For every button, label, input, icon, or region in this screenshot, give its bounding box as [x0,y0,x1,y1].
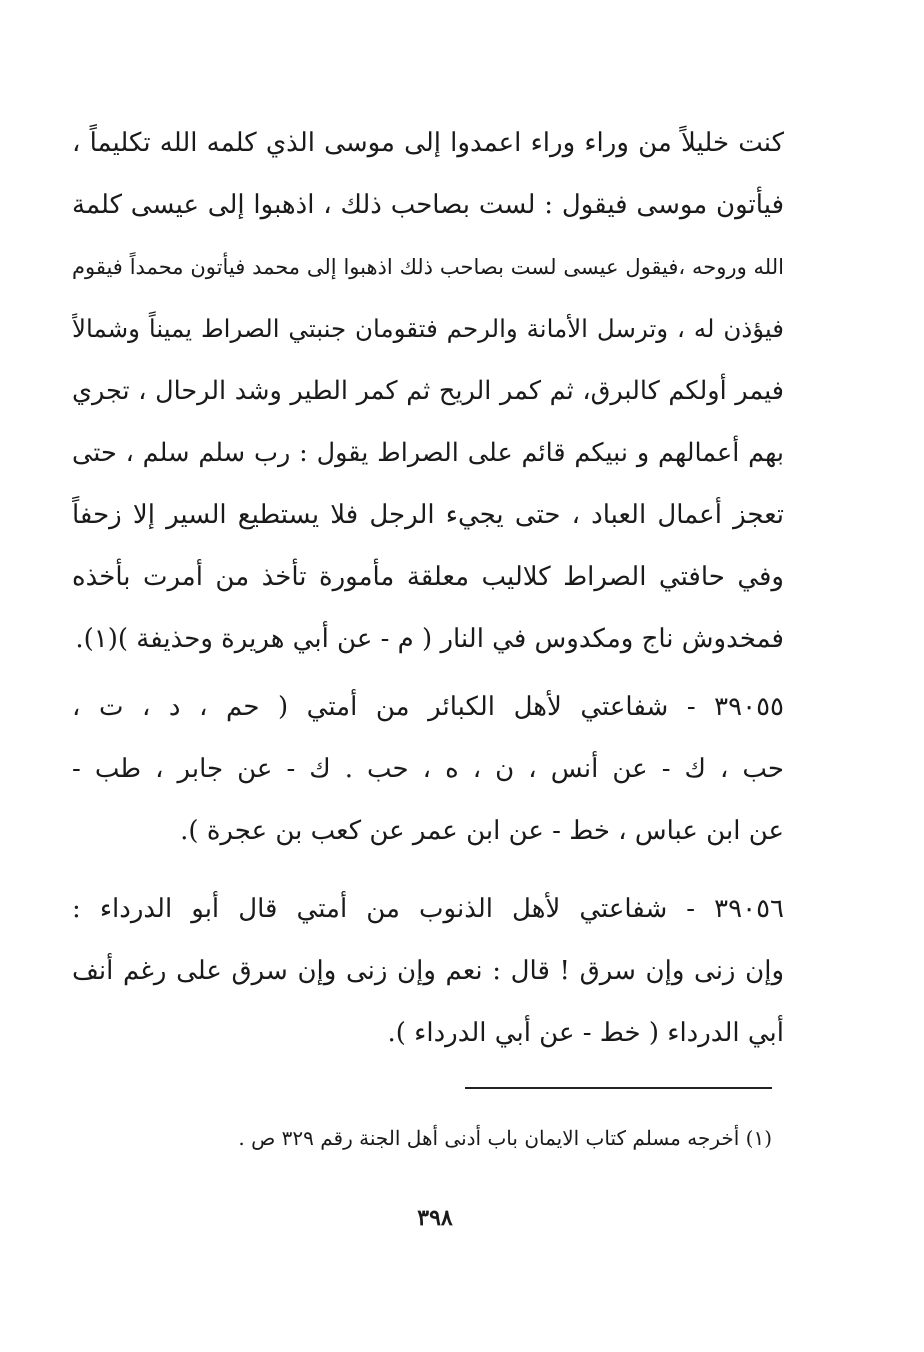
text-line: فمخدوش ناج ومكدوس في النار ( م - عن أبي هريرة وحذيفة )(١). [75,624,784,654]
text-line: بهم أعمالهم و نبيكم قائم على الصراط يقول : رب سلم سلم ، حتى [72,438,784,468]
footnote: (١) أخرجه مسلم كتاب الايمان باب أدنى أهل الجنة رقم ٣٢٩ ص . [238,1126,772,1150]
footnote-divider [465,1087,772,1089]
text-line: كنت خليلاً من وراء وراء اعمدوا إلى موسى الذي كلمه الله تكليماً ، [72,128,784,158]
text-line: الله وروحه ،فيقول عيسى لست بصاحب ذلك اذهبوا إلى محمد فيأتون محمداً فيقوم [72,255,784,279]
page-number: ٣٩٨ [417,1205,453,1231]
text-line: وفي حافتي الصراط كلاليب معلقة مأمورة تأخذ من أمرت بأخذه [72,562,784,592]
hadith-entry-39056 [72,878,784,1064]
text-line: ٣٩٠٥٦ - شفاعتي لأهل الذنوب من أمتي قال أبو الدرداء : [72,894,784,924]
text-line: فيأتون موسى فيقول : لست بصاحب ذلك ، اذهبوا إلى عيسى كلمة [72,190,784,220]
page-number-container [0,1198,870,1238]
text-line: عن ابن عباس ، خط - عن ابن عمر عن كعب بن عجرة ). [180,816,784,846]
text-line: حب ، ك - عن أنس ، ن ، ه ، حب . ك - عن جابر ، طب - [72,754,784,784]
text-line: تعجز أعمال العباد ، حتى يجيء الرجل فلا يستطيع السير إلا زحفاً [72,500,784,530]
hadith-entry-39055 [72,676,784,862]
hadith-body-paragraph [72,112,784,670]
text-line: وإن زنى وإن سرق ! قال : نعم وإن زنى وإن سرق على رغم أنف [72,956,784,986]
text-line: أبي الدرداء ( خط - عن أبي الدرداء ). [387,1018,784,1048]
text-line: ٣٩٠٥٥ - شفاعتي لأهل الكبائر من أمتي ( حم ، د ، ت ، [72,692,784,722]
text-line: فيؤذن له ، وترسل الأمانة والرحم فتقومان جنبتي الصراط يميناً وشمالاً [72,314,784,343]
text-line: فيمر أولكم كالبرق، ثم كمر الريح ثم كمر الطير وشد الرحال ، تجري [72,376,784,406]
